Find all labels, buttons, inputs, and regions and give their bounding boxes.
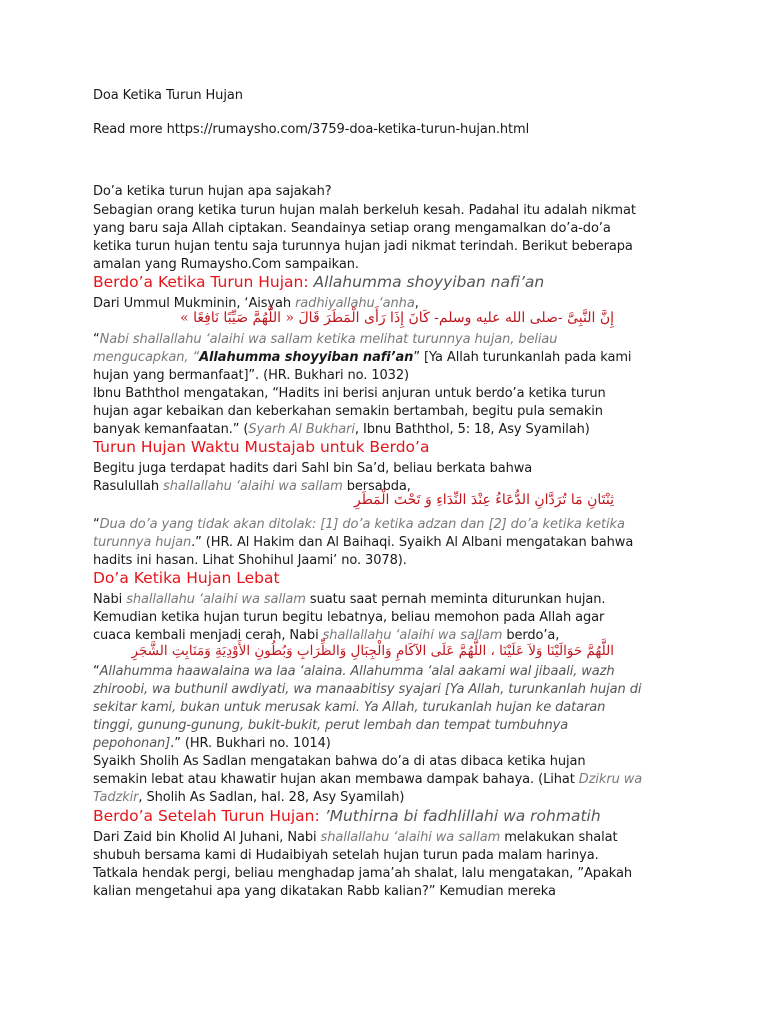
translation-italic: Nabi shallallahu ‘alaihi wa sallam ketika melihat turunnya hujan, beliau [99,332,558,347]
translation-line [93,330,557,349]
body-line: Kemudian ketika hujan turun begitu lebatnya, beliau memohon pada Allah agar [93,610,605,625]
heading-italic-text: ’Muthirna bi fadhlillahi wa rohmatih [324,807,601,825]
section-heading-waktu-mustajab: Turun Hujan Waktu Mustajab untuk Berdo’a [93,438,430,456]
citation-line [93,734,331,753]
text: banyak kemanfaatan.” ( [93,422,249,437]
text: Dari Ummul Mukminin, ‘Aisyah [93,296,296,311]
body-line [93,828,618,847]
section-heading-setelah-turun-hujan [93,806,601,827]
arabic-doa-text: اللَّهُمَّ حَوَالَيْنَا وَلاَ عَلَيْنَا ، اللَّهُمَّ عَلَى الآكَامِ وَالْجِبَالِ وَالظِّرَابِ وَبُطُونِ الأَوْدِيَةِ وَمَنَابِتِ الشَّجَرِ [131,643,614,659]
text: , Sholih As Sadlan, hal. 28, Asy Syamilah) [138,790,405,805]
text: melakukan shalat [500,830,618,845]
transliteration-italic: Allahumma haawalaina wa laa ‘alaina. Allahumma ‘alal aakami wal jibaali, wazh [99,664,615,679]
read-more-link[interactable]: https://rumaysho.com/3759-doa-ketika-turun-hujan.html [166,122,530,137]
body-line [93,770,642,789]
body-line: shubuh bersama kami di Hudaibiyah setelah hujan turun pada malam harinya. [93,848,599,863]
text: semakin lebat atau khawatir hujan akan membawa dampak bahaya. (Lihat [93,772,579,787]
section-heading-berdoa-ketika-turun-hujan [93,272,544,293]
doa-transliteration: Allahumma shoyyiban nafi’an [199,350,414,365]
honorific: shallallahu ‘alaihi wa sallam [322,628,503,643]
read-more-label: Read more [93,122,163,137]
body-line: hujan agar kebaikan dan keberkahan semakin bertambah, begitu pula semakin [93,404,603,419]
honorific: shallallahu ‘alaihi wa sallam [320,830,501,845]
body-line [93,590,605,609]
transliteration-line: zhiroobi, wa buthunil awdiyati, wa manaabitisy syajari [Ya Allah, turunkanlah hujan di [93,682,642,697]
text: .” (HR. Bukhari no. 1014) [170,736,331,751]
heading-text: Berdo’a Setelah Turun Hujan: [93,807,325,825]
body-line: Ibnu Baththol mengatakan, “Hadits ini berisi anjuran untuk berdo’a ketika turun [93,386,606,401]
intro-line: Sebagian orang ketika turun hujan malah berkeluh kesah. Padahal itu adalah nikmat [93,203,636,218]
intro-line: Do’a ketika turun hujan apa sajakah? [93,184,332,199]
honorific: shallallahu ‘alaihi wa sallam [126,592,306,607]
body-line: Begitu juga terdapat hadits dari Sahl bin Sa’d, beliau berkata bahwa [93,461,533,476]
body-line [93,788,404,807]
transliteration-line: sekitar kami, bukan untuk merusak kami. Ya Allah, turukanlah hujan ke dataran [93,700,606,715]
text: , Ibnu Baththol, 5: 18, Asy Syamilah) [354,422,590,437]
section-heading-hujan-lebat: Do’a Ketika Hujan Lebat [93,569,280,587]
read-more-line [93,120,529,139]
text: cuaca kembali menjadi cerah, Nabi [93,628,323,643]
body-line: Syaikh Sholih As Sadlan mengatakan bahwa do’a di atas dibaca ketika hujan [93,754,586,769]
honorific: radhiyallahu ‘anha [295,296,415,311]
transliteration-line [93,662,615,681]
text: , [414,296,419,311]
citation-line: hadits ini hasan. Lihat Shohihul Jaami’ no. 3078). [93,553,407,568]
text: “ [93,332,100,347]
text: suatu saat pernah meminta diturunkan hujan. [305,592,606,607]
text: “ [93,664,100,679]
translation-line [93,348,631,367]
honorific: shallallahu ‘alaihi wa sallam [163,479,343,494]
intro-line: amalan yang Rumaysho.Com sampaikan. [93,257,359,272]
text: “ [93,517,100,532]
document-title: Doa Ketika Turun Hujan [93,88,243,103]
text: .” (HR. Al Hakim dan Al Baihaqi. Syaikh Al Albani mengatakan bahwa [191,535,634,550]
text: bersabda, [342,479,411,494]
intro-line: ketika turun hujan tentu saja turunnya hujan jadi nikmat terindah. Berikut beberapa [93,239,633,254]
transliteration-line: tinggi, gunung-gunung, bukit-bukit, perut lembah dan tempat tumbuhnya [93,718,569,733]
body-line: Tatkala hendak pergi, beliau menghadap jama’ah shalat, lalu mengatakan, ”Apakah [93,866,633,881]
text: Nabi [93,592,127,607]
heading-italic-text: Allahumma shoyyiban nafi’an [313,273,545,291]
translation-line [93,515,625,534]
arabic-hadith-text: ثِنْتَانِ مَا تُرَدَّانِ الدُّعَاءُ عِنْدَ النِّدَاءِ وَ تَحْتَ الْمَطَرِ [353,492,614,508]
translation-italic: turunnya hujan [93,535,192,550]
heading-text: Berdo’a Ketika Turun Hujan: [93,273,314,291]
text: Rasulullah [93,479,164,494]
translation-italic: Dua do’a yang tidak akan ditolak: [1] do’a ketika adzan dan [2] do’a ketika ketika [99,517,625,532]
book-title: Syarh Al Bukhari [248,422,355,437]
book-title: Tadzkir [93,790,139,805]
text: Dari Zaid bin Kholid Al Juhani, Nabi [93,830,321,845]
arabic-hadith-text: إِنَّ النَّبِىَّ -صلى الله عليه وسلم- كَانَ إِذَا رَأَى الْمَطَرَ قَالَ « اللَّهُمَّ صَيِّبًا نَافِعًا » [180,310,614,326]
text: ” [Ya Allah turunkanlah pada kami [413,350,632,365]
citation-line: hujan yang bermanfaat]”. (HR. Bukhari no. 1032) [93,368,409,383]
translation-line [93,533,633,552]
book-title: Dzikru wa [578,772,643,787]
text: berdo’a, [502,628,560,643]
translation-italic: mengucapkan, “ [93,350,200,365]
body-line: kalian mengetahui apa yang dikatakan Rabb kalian?” Kemudian mereka [93,884,556,899]
transliteration-italic: pepohonan] [93,736,171,751]
intro-line: yang baru saja Allah ciptakan. Seandainya setiap orang mengamalkan do’a-do’a [93,221,611,236]
